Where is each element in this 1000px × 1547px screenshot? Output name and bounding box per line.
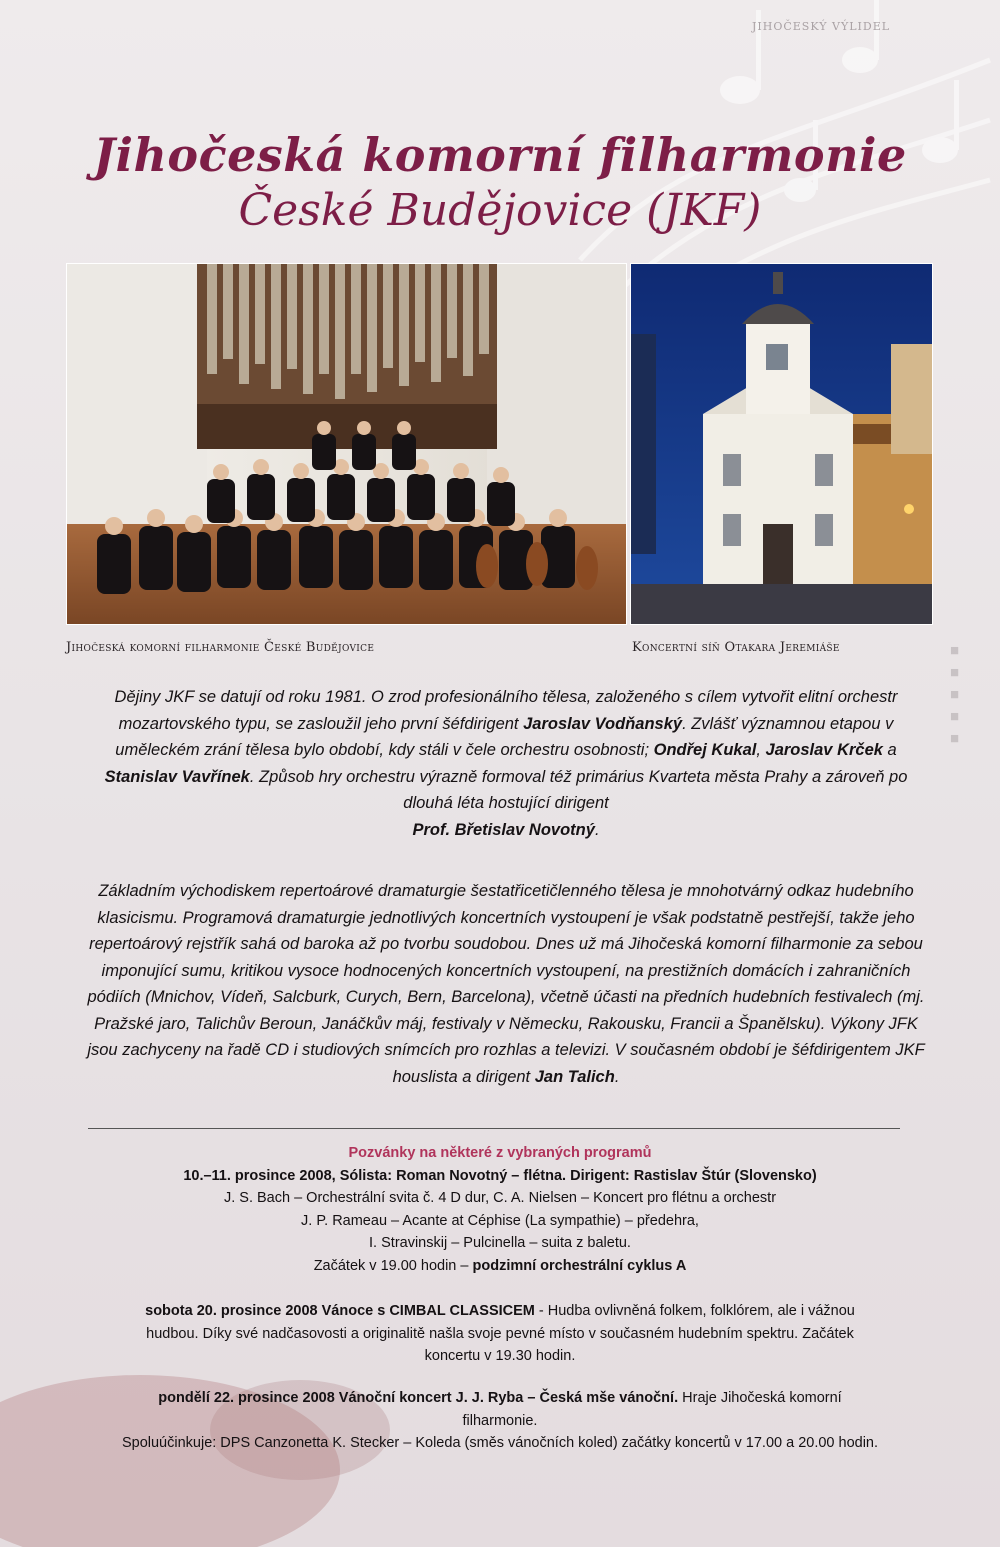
conductor-name-krcek: Jaroslav Krček bbox=[765, 741, 883, 759]
para1-text-3: . Způsob hry orchestru výrazně formoval též primárius Kvarteta města Prahy a zároveň po dlouhá léta hostující dirigent bbox=[249, 767, 908, 812]
event1-title: 10.–11. prosince 2008, Sólista: Roman Novotný – flétna. Dirigent: Rastislav Štúr (Slovensko) bbox=[183, 1167, 817, 1184]
para1-end: . bbox=[594, 820, 600, 839]
conductor-name-novotny: Prof. Břetislav Novotný bbox=[412, 820, 595, 839]
event2-text: - Hudba ovlivněná folkem, folklórem, ale i vážnou hudbou. Díky své nadčasovosti a originalitě našla svoje pevné místo v současném hudebním spektru. Začátek koncertu v 19.30 hodin. bbox=[146, 1303, 855, 1364]
event1-start: Začátek v 19.00 hodin – bbox=[313, 1257, 473, 1274]
conductor-name-vavrinek: Stanislav Vavřínek bbox=[104, 767, 250, 786]
event1-start-line bbox=[60, 1255, 940, 1278]
orchestra-photo bbox=[66, 263, 627, 625]
event3 bbox=[120, 1387, 880, 1455]
program-section bbox=[60, 1142, 940, 1277]
para1-text-2: . Zvlášť významnou etapou v uměleckém zrání tělesa bylo období, kdy stáli v čele orchestru osobnosti; bbox=[115, 714, 894, 759]
para2-end: . bbox=[614, 1067, 620, 1086]
conductor-name-talich: Jan Talich bbox=[534, 1067, 615, 1086]
event1-cycle: podzimní orchestrální cyklus A bbox=[472, 1257, 687, 1274]
page-subtitle: České Budějovice (JKF) bbox=[238, 185, 762, 236]
concert-hall-photo-caption: Koncertní síň Otakara Jeremiáše bbox=[632, 640, 840, 655]
organ-pipes bbox=[197, 264, 497, 449]
event2 bbox=[120, 1300, 880, 1368]
para1-separator-1: , bbox=[756, 741, 766, 759]
section-divider bbox=[88, 1128, 900, 1129]
para1-text-1: Dějiny JKF se datují od roku 1981. O zrod profesionálního tělesa, založeného s cílem vytvořit elitní orchestr mozartovského typu, se zasloužil jeho první šéfdirigent bbox=[114, 688, 898, 733]
event3-text: Hraje Jihočeská komorní filharmonie. bbox=[462, 1390, 842, 1429]
event3-title: pondělí 22. prosince 2008 Vánoční koncert J. J. Ryba – Česká mše vánoční. bbox=[158, 1390, 679, 1406]
concert-hall-photo bbox=[630, 263, 933, 625]
orchestra-photo-caption: Jihočeská komorní filharmonie České Budějovice bbox=[66, 640, 375, 655]
event2-title: sobota 20. prosince 2008 Vánoce s CIMBAL CLASSICEM bbox=[145, 1303, 535, 1319]
event1-line3: I. Stravinskij – Pulcinella – suita z baletu. bbox=[369, 1235, 631, 1251]
page-title: Jihočeská komorní filharmonie bbox=[93, 128, 907, 182]
event1-line1: J. S. Bach – Orchestrální svita č. 4 D dur, C. A. Nielsen – Koncert pro flétnu a orchestr bbox=[223, 1190, 777, 1206]
conductor-name-kukal: Ondřej Kukal bbox=[653, 741, 757, 759]
history-paragraph bbox=[86, 684, 926, 843]
para1-separator-2: a bbox=[882, 741, 897, 759]
bleed-through-right: ■ ■ ■ ■ ■ bbox=[950, 642, 960, 747]
program-heading: Pozvánky na některé z vybraných programů bbox=[348, 1145, 652, 1161]
repertoire-paragraph bbox=[86, 878, 926, 1090]
event3-line2: Spoluúčinkuje: DPS Canzonetta K. Stecker – Koleda (směs vánočních koled) začátky koncertů v 17.00 a 20.00 hodin. bbox=[121, 1435, 879, 1451]
event1-line2: J. P. Rameau – Acante at Céphise (La sympathie) – předehra, bbox=[301, 1212, 699, 1229]
para2-text-1: Základním východiskem repertoárové dramaturgie šestatřicetičlenného tělesa je mnohotvárný odkaz hudebního klasicismu. Programová dramaturgie jednotlivých koncertních vystoupení je však podstatně pestřejší, takže jeho repertoárový rejstřík sahá od baroka až po tvorbu soudobou. Dnes už má Jihočeská komorní filharmonie za sebou imponující sumu, kritikou vysoce hodnocených koncertních vystoupení, na prestižních domácích i zahraničních pódiích (Mnichov, Vídeň, Salcburk, Curych, Bern, Barcelona), včetně účasti na předních hudebních festivalech (mj. Pražské jaro, Talichův Beroun, Janáčkův máj, festivaly v Německu, Rakousku, Francii a Španělsku). Výkony JFK jsou zachyceny na řadě CD i studiových snímcích pro rozhlas a televizi. V současném období je šéfdirigentem JKF houslista a dirigent bbox=[87, 882, 925, 1086]
running-head: JIHOČESKÝ VÝLIDEL bbox=[752, 20, 891, 33]
conductor-name-vodnansky: Jaroslav Vodňanský bbox=[523, 714, 683, 733]
